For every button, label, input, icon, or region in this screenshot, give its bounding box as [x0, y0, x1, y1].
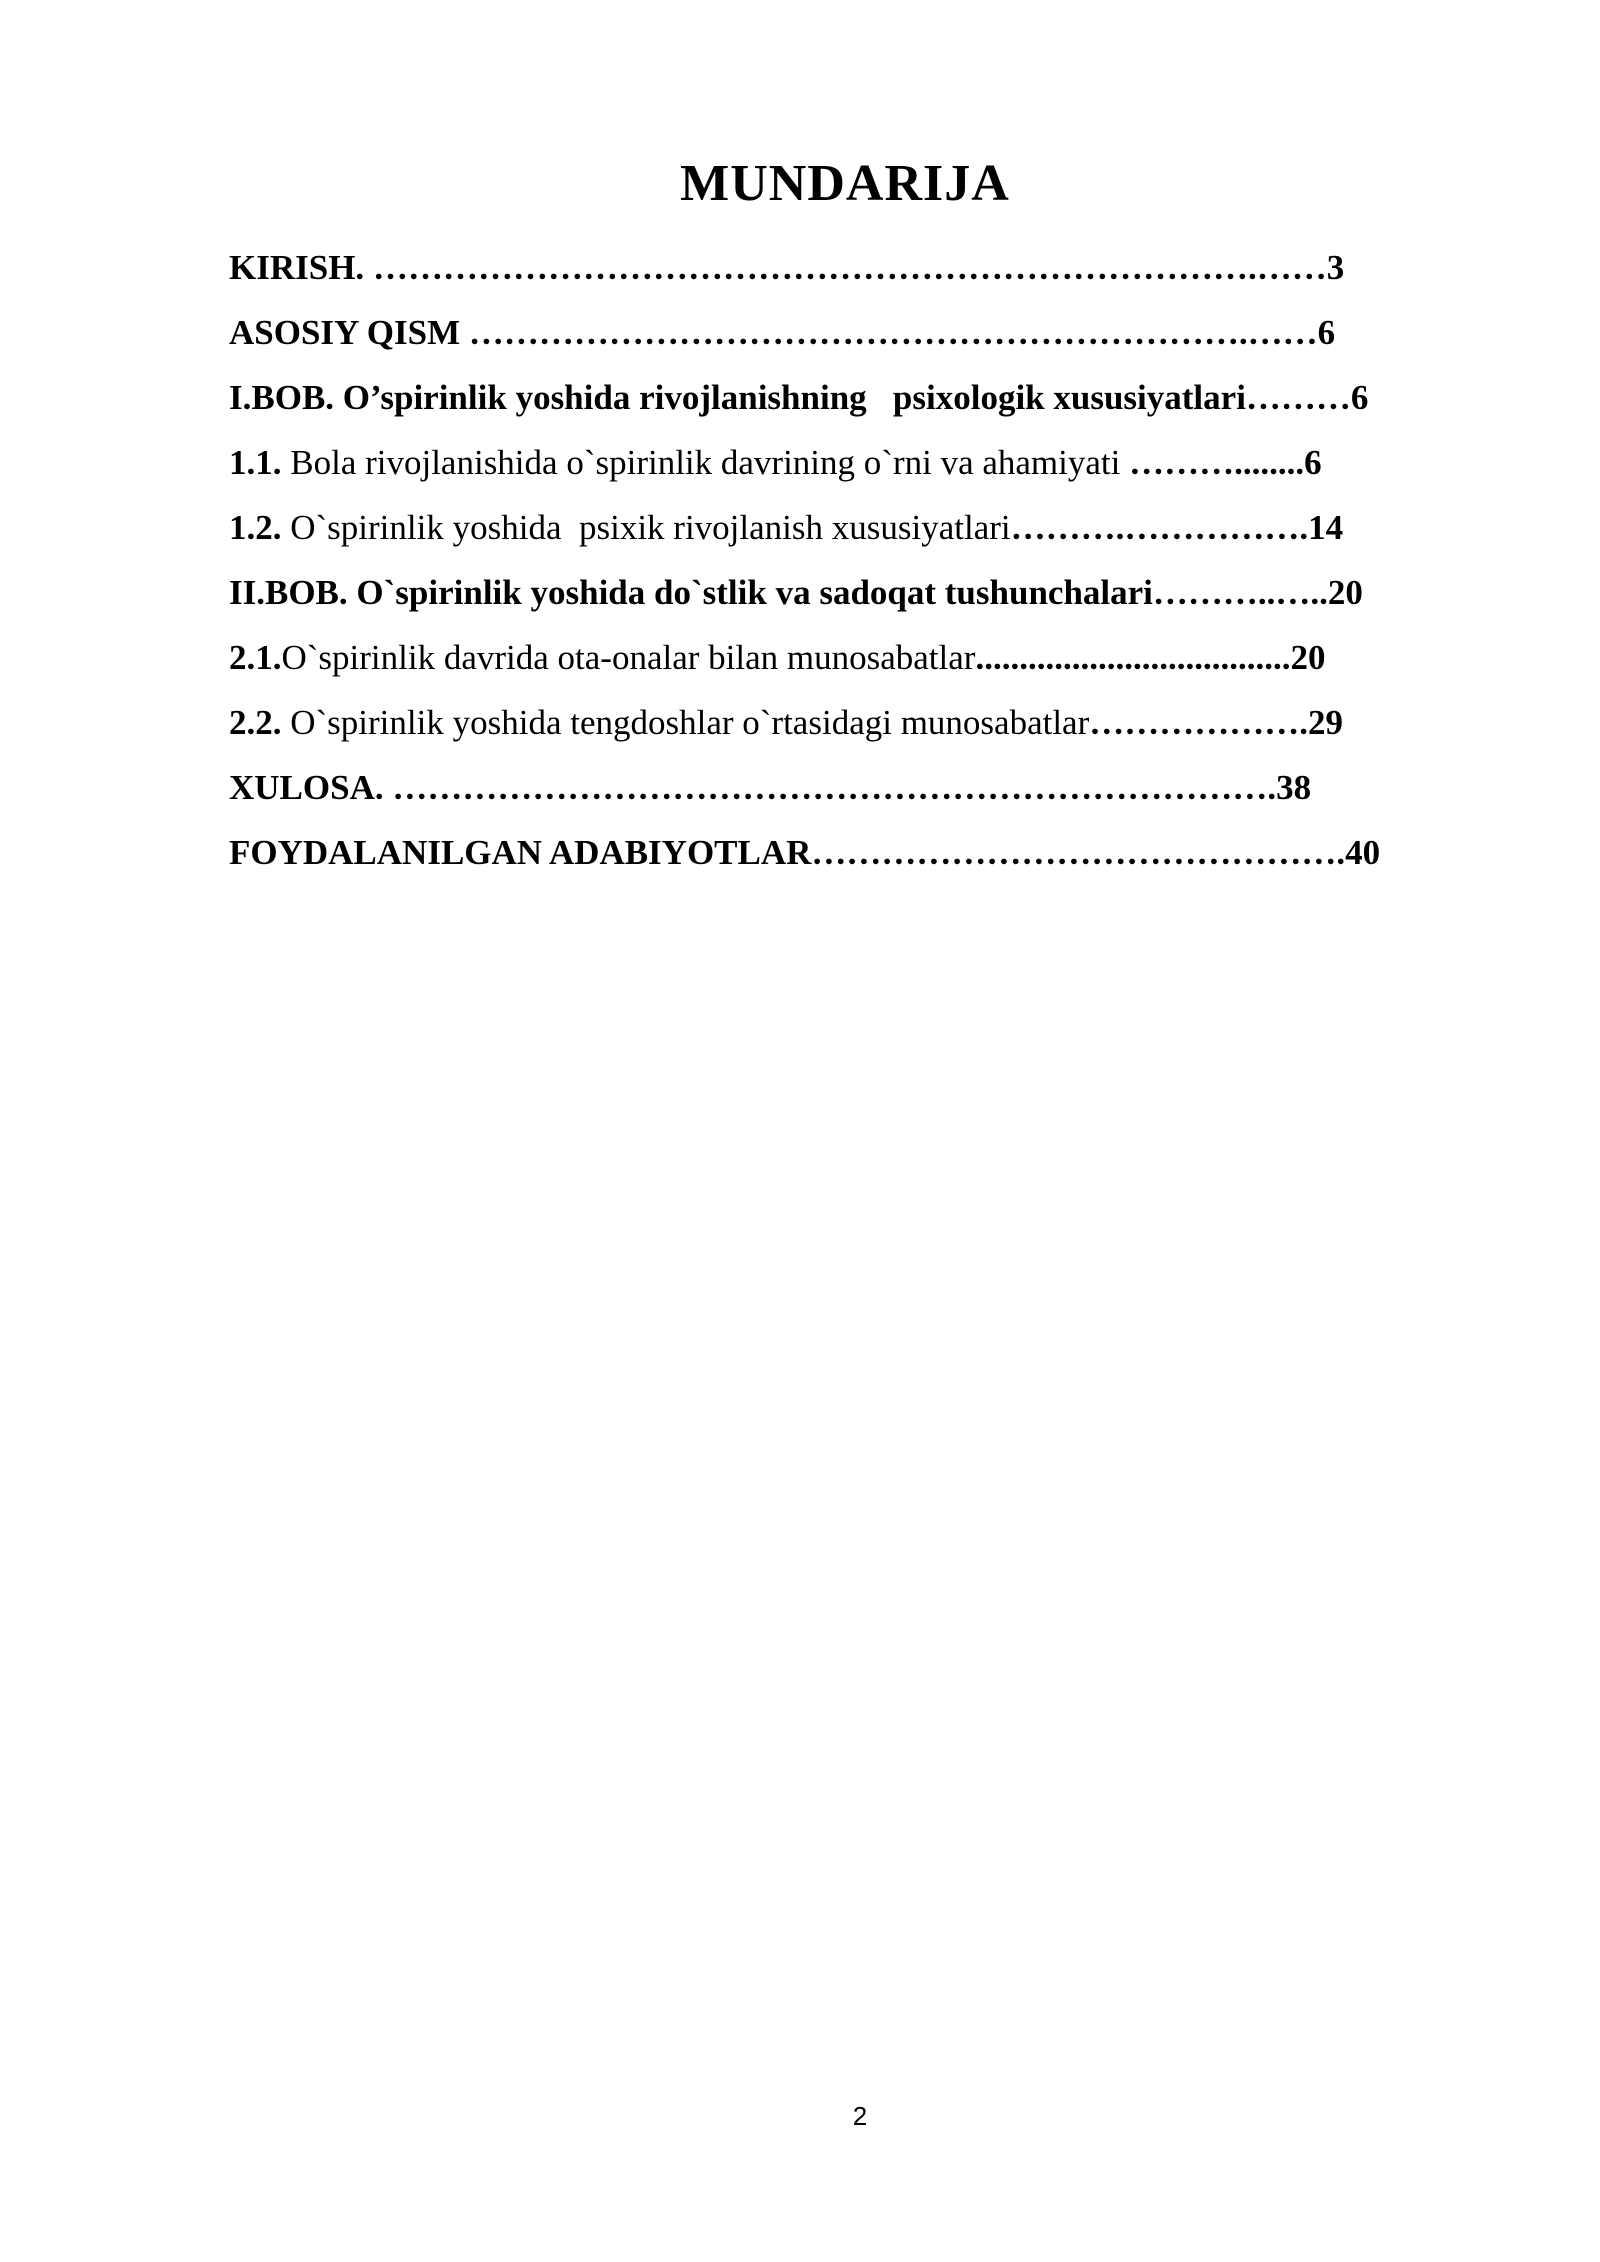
toc-entry-label: 2.1. — [229, 638, 282, 677]
toc-entry-leader: ………………………………………. — [811, 833, 1346, 872]
toc-entry-leader: ………........ — [1129, 443, 1305, 482]
toc-entry-section-2-2[interactable] — [229, 698, 1343, 748]
toc-entry-leader: ……… — [1245, 378, 1351, 417]
toc-entry-text: O`spirinlik davrida ota-onalar bilan munosabatlar — [281, 638, 976, 677]
toc-entry-chapter-2[interactable] — [229, 568, 1363, 618]
toc-entry-page: 6 — [1317, 313, 1336, 352]
toc-entry-label: 1.1. — [229, 443, 282, 482]
toc-entry-leader: .................................... — [975, 638, 1291, 677]
toc-entry-chapter-1[interactable] — [229, 373, 1368, 423]
toc-entry-page: 29 — [1308, 703, 1344, 742]
toc-entry-leader: ………………………………………………………………….…… — [364, 248, 1327, 287]
toc-entry-kirish[interactable] — [229, 243, 1344, 293]
toc-entry-label: II.BOB. O`spirinlik yoshida do`stlik va sadoqat tushunchalari — [229, 573, 1153, 612]
toc-entry-text: O`spirinlik yoshida psixik rivojlanish xususiyatlari — [281, 508, 1011, 547]
toc-entry-label: 2.2. — [229, 703, 282, 742]
toc-entry-asosiy-qism[interactable] — [229, 308, 1335, 358]
toc-entry-section-1-2[interactable] — [229, 503, 1343, 553]
toc-entry-text: O`spirinlik yoshida tengdoshlar o`rtasidagi munosabatlar — [281, 703, 1090, 742]
toc-entry-leader: ………..….. — [1152, 573, 1328, 612]
toc-entry-page: 20 — [1327, 573, 1363, 612]
toc-entry-page: 14 — [1308, 508, 1344, 547]
toc-entry-text: Bola rivojlanishida o`spirinlik davrining o`rni va ahamiyati — [281, 443, 1130, 482]
toc-entry-page: 6 — [1350, 378, 1369, 417]
toc-entry-section-1-1[interactable] — [229, 438, 1322, 488]
toc-entry-page: 20 — [1290, 638, 1326, 677]
toc-entry-label: XULOSA. — [229, 768, 384, 807]
toc-entry-label: FOYDALANILGAN ADABIYOTLAR — [229, 833, 812, 872]
toc-entry-references[interactable] — [229, 828, 1380, 878]
toc-entry-leader: ………………………………………………………….…… — [460, 313, 1318, 352]
toc-entry-page: 40 — [1345, 833, 1381, 872]
page-title: MUNDARIJA — [680, 155, 1010, 212]
toc-entry-leader: …………………………………………………………………. — [383, 768, 1277, 807]
toc-entry-leader: ……….……………. — [1010, 508, 1309, 547]
toc-entry-label: ASOSIY QISM — [229, 313, 461, 352]
toc-entry-section-2-1[interactable] — [229, 633, 1325, 683]
toc-entry-page: 3 — [1326, 248, 1345, 287]
toc-entry-leader: ………………. — [1089, 703, 1309, 742]
toc-entry-page: 6 — [1304, 443, 1322, 482]
page-number: 2 — [852, 2101, 868, 2131]
toc-entry-xulosa[interactable] — [229, 763, 1311, 813]
toc-entry-label: KIRISH. — [229, 248, 365, 287]
toc-entry-label: I.BOB. O’spirinlik yoshida rivojlanishning psixologik xususiyatlari — [229, 378, 1246, 417]
toc-entry-page: 38 — [1276, 768, 1312, 807]
toc-entry-label: 1.2. — [229, 508, 282, 547]
